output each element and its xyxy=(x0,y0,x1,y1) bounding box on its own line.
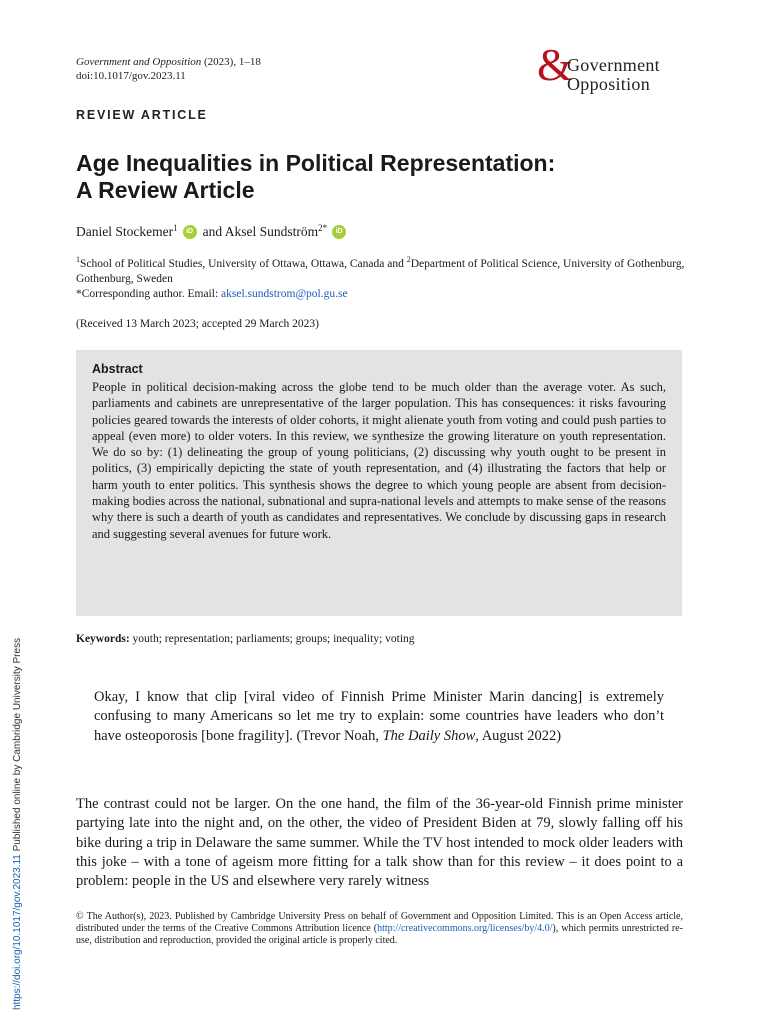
epigraph-quote xyxy=(94,688,664,746)
received-dates: (Received 13 March 2023; accepted 29 March 2023) xyxy=(76,318,320,330)
side-note-text: Published online by Cambridge University Press xyxy=(12,637,23,855)
article-doi: doi:10.1017/gov.2023.11 xyxy=(76,70,186,82)
logo-ampersand: & xyxy=(537,39,573,90)
keywords-label: Keywords: xyxy=(76,633,130,645)
quote-text: Okay, I know that clip [viral video of Finnish Prime Minister Marin dancing] is extremely confusing to many Americans so let me try to explain: some countries have leaders who don’t have osteoporosis [bone fragility]. (Trevor Noah, xyxy=(94,689,664,744)
author-list xyxy=(76,224,352,240)
keywords xyxy=(76,633,415,645)
abstract-text: People in political decision-making across the globe tend to be much older than the average voter. As such, parliaments and cabinets are unrepresentative of the larger population. This has consequences: it risks favouring policies geared towards the interests of older cohorts, it might alienate youth from voting and could push parties to appeal (even more) to older voters. In this review, we synthesize the growing literature on youth representation. We do so by: (1) delineating the group of young politicians, (2) discussing why youth ought to be present in politics, (3) empirically depicting the state of youth representation, and (4) illustrating the factors that help or harm youth to enter politics. This synthesis shows the degree to which young people are absent from decision-making bodies across the national, subnational and supra-national levels and attempts to make sense of the reasons why there is such a dearth of youth as candidates and representatives. We conclude by discussing gaps in research and suggesting several avenues for future work. xyxy=(92,380,666,541)
copyright-text-2: ), which permits unrestricted re-use, distribution and reproduction, provided the original article is properly cited. xyxy=(76,923,683,947)
title-line-2: A Review Article xyxy=(76,177,255,203)
article-type-label: REVIEW ARTICLE xyxy=(76,108,208,122)
copyright-notice xyxy=(76,911,683,948)
journal-logo xyxy=(537,39,697,96)
publication-side-note xyxy=(12,638,23,1010)
abstract-heading: Abstract xyxy=(92,362,143,376)
logo-line-government: Government xyxy=(567,55,660,75)
orcid-icon[interactable]: iD xyxy=(332,225,346,239)
quote-source: The Daily Show xyxy=(382,727,476,744)
copyright-text-1: © The Author(s), 2023. Published by Cambridge University Press on behalf of Government and Opposition Limited. This is an Open Access article, distributed under the terms of the Creative Commons Attribution licence ( xyxy=(76,911,683,935)
affil-1-marker: 1 xyxy=(76,255,80,264)
abstract-box xyxy=(76,350,682,616)
license-link[interactable]: http://creativecommons.org/licenses/by/4.0/ xyxy=(377,923,553,935)
affil-2-marker: 2 xyxy=(406,255,411,264)
logo-line-opposition: Opposition xyxy=(567,74,651,94)
affiliations xyxy=(76,252,686,302)
journal-citation xyxy=(76,55,261,83)
corresponding-author-label: *Corresponding author. Email: xyxy=(76,287,222,300)
side-doi-link[interactable]: https://doi.org/10.1017/gov.2023.11 xyxy=(12,854,23,1010)
article-title xyxy=(76,150,696,204)
author-1-name: Daniel Stockemer xyxy=(76,224,174,239)
journal-pages: (2023), 1–18 xyxy=(201,56,261,68)
title-line-1: Age Inequalities in Political Representation: xyxy=(76,150,556,176)
affiliation-1: School of Political Studies, University of Ottawa, Ottawa, Canada and xyxy=(80,257,407,270)
keywords-values: youth; representation; parliaments; groups; inequality; voting xyxy=(129,633,415,645)
corresponding-email-link[interactable]: aksel.sundstrom@pol.gu.se xyxy=(221,287,348,300)
author-2-name: and Aksel Sundström xyxy=(202,224,319,239)
quote-date: , August 2022) xyxy=(475,727,562,744)
journal-name: Government and Opposition xyxy=(76,56,202,68)
body-paragraph: The contrast could not be larger. On the one hand, the film of the 36-year-old Finnish prime minister partying late into the night and, on the other, the video of President Biden at 79, slowly falling off his bike during a trip in Delaware the same summer. While the TV host intended to mock older leaders with this joke – with a tone of ageism more fitting for a talk show than for this review – it does point to a problem: people in the US and elsewhere very rarely witness xyxy=(76,796,683,890)
author-2-affil-marker: 2* xyxy=(318,223,328,233)
orcid-icon[interactable]: iD xyxy=(183,225,197,239)
author-1-affil-marker: 1 xyxy=(173,223,178,233)
affiliation-2: Department of Political Science, University of Gothenburg, Gothenburg, Sweden xyxy=(76,257,685,285)
